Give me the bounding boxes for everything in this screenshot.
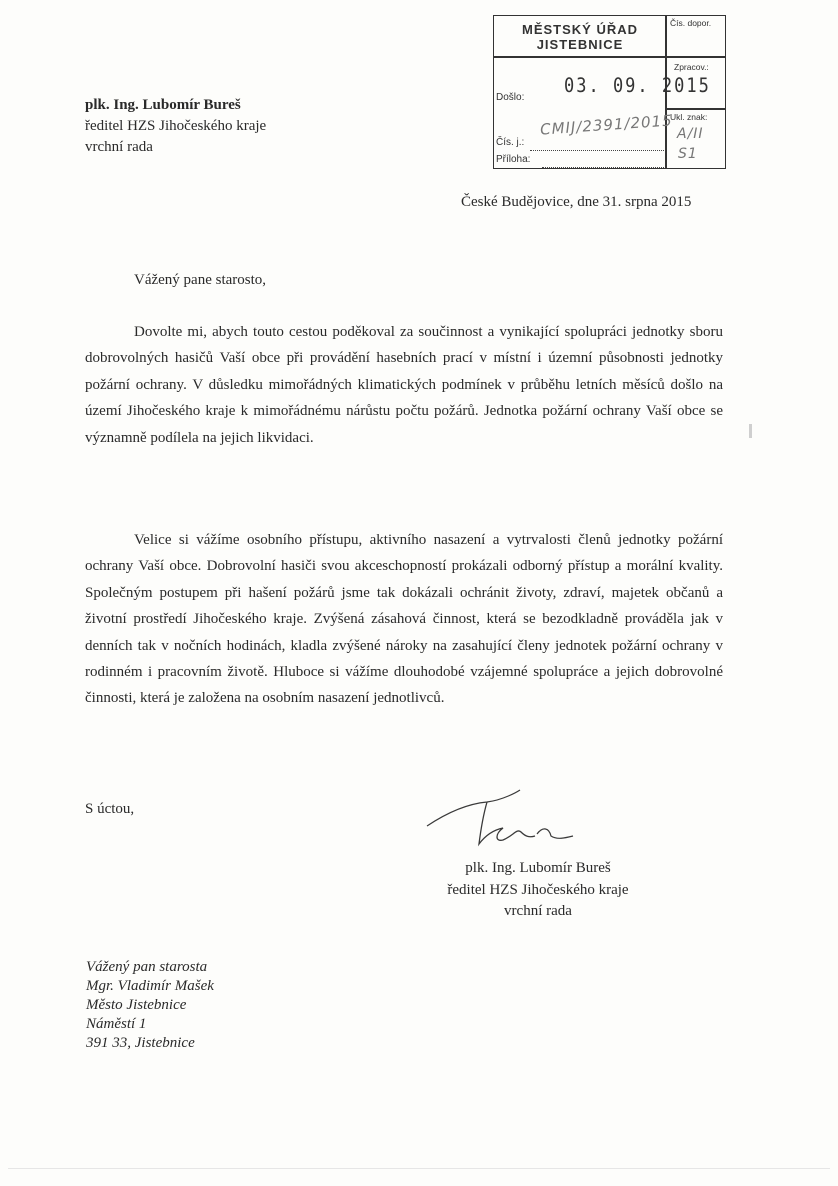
stamp-ukl-znak-value: A/II <box>677 126 704 142</box>
sender-rank: vrchní rada <box>85 139 153 155</box>
scan-edge <box>8 1168 830 1169</box>
addressee-block <box>86 958 214 1053</box>
place-date: České Budějovice, dne 31. srpna 2015 <box>461 194 692 210</box>
stamp-divider <box>494 56 666 58</box>
addressee-line: Vážený pan starosta <box>86 959 208 975</box>
stamp-cis-j-value: CMIJ/2391/2015 <box>539 111 674 139</box>
stamp-dotted-line <box>542 167 664 168</box>
addressee-line: Město Jistebnice <box>86 997 187 1013</box>
stamp-cis-dopor-label: Čís. dopor. <box>670 18 712 28</box>
stamp-office-line1: MĚSTSKÝ ÚŘAD <box>521 22 638 37</box>
registry-stamp <box>493 15 726 169</box>
stamp-doslo-label: Došlo: <box>496 92 525 103</box>
stamp-priloha-label: Příloha: <box>496 154 531 165</box>
paragraph-2: Velice si vážíme osobního přístupu, aktivního nasazení a vytrvalosti členů jednotky požární ochrany Vaší obce. Dobrovolní hasiči svou akceschopností prokázali odborný přístup a morální kvality. Společným postupem při hašení požárů jsme tak dokázali ochránit životy, zdraví, majetek občanů a životní prostředí Jihočeského kraje. Zvýšená zásahová činnost, která se bezodkladně prováděla jak v denních tak v nočních hodinách, kladla zvýšené nároky na zasahující členy jednotek požární ochrany v rodinném i pracovním životě. Hluboce si vážíme dlouhodobé vzájemné spolupráce a jejich dobrovolné činnosti, která je založena na osobním nasazení jednotlivců. <box>85 532 723 707</box>
sender-title: ředitel HZS Jihočeského kraje <box>85 118 267 134</box>
signatory-title: ředitel HZS Jihočeského kraje <box>447 881 629 898</box>
stamp-cis-j-label: Čís. j.: <box>496 137 525 148</box>
paragraph-1: Dovolte mi, abych touto cestou poděkoval za součinnost a vynikající spolupráci jednotky sboru dobrovolných hasičů Vaší obce při provádění hasebních prací v místní i územní působnosti jednotky požární ochrany. V důsledku mimořádných klimatických podmínek v průběhu letních měsíců došlo na území Jihočeského kraje k mimořádnému nárůstu počtu požárů. Jednotka požární ochrany Vaší obce se významně podílela na jejich likvidaci. <box>85 324 723 446</box>
stamp-divider <box>665 108 725 110</box>
addressee-line: 391 33, Jistebnice <box>86 1035 195 1051</box>
signatory-rank: vrchní rada <box>504 903 572 919</box>
stamp-date-received: 03. 09. 2015 <box>564 74 711 98</box>
addressee-line: Mgr. Vladimír Mašek <box>86 978 214 994</box>
addressee-line: Náměstí 1 <box>86 1016 147 1032</box>
stamp-divider <box>665 56 725 58</box>
stamp-office-line2: JISTEBNICE <box>536 37 624 52</box>
signature-block <box>418 858 658 923</box>
handwritten-signature <box>425 786 585 856</box>
stamp-ukl-znak-value2: S1 <box>678 146 698 162</box>
stamp-dotted-line <box>530 150 664 151</box>
stamp-zpracov-label: Zpracov.: <box>674 62 709 72</box>
sender-name: plk. Ing. Lubomír Bureš <box>85 97 241 113</box>
closing: S úctou, <box>85 801 135 817</box>
stamp-ukl-znak-label: Ukl. znak: <box>670 112 708 122</box>
signatory-name: plk. Ing. Lubomír Bureš <box>465 860 611 876</box>
sender-block <box>85 95 266 158</box>
stamp-office-name <box>494 22 666 52</box>
salutation: Vážený pane starosto, <box>134 272 267 288</box>
scan-artifact <box>749 424 752 438</box>
